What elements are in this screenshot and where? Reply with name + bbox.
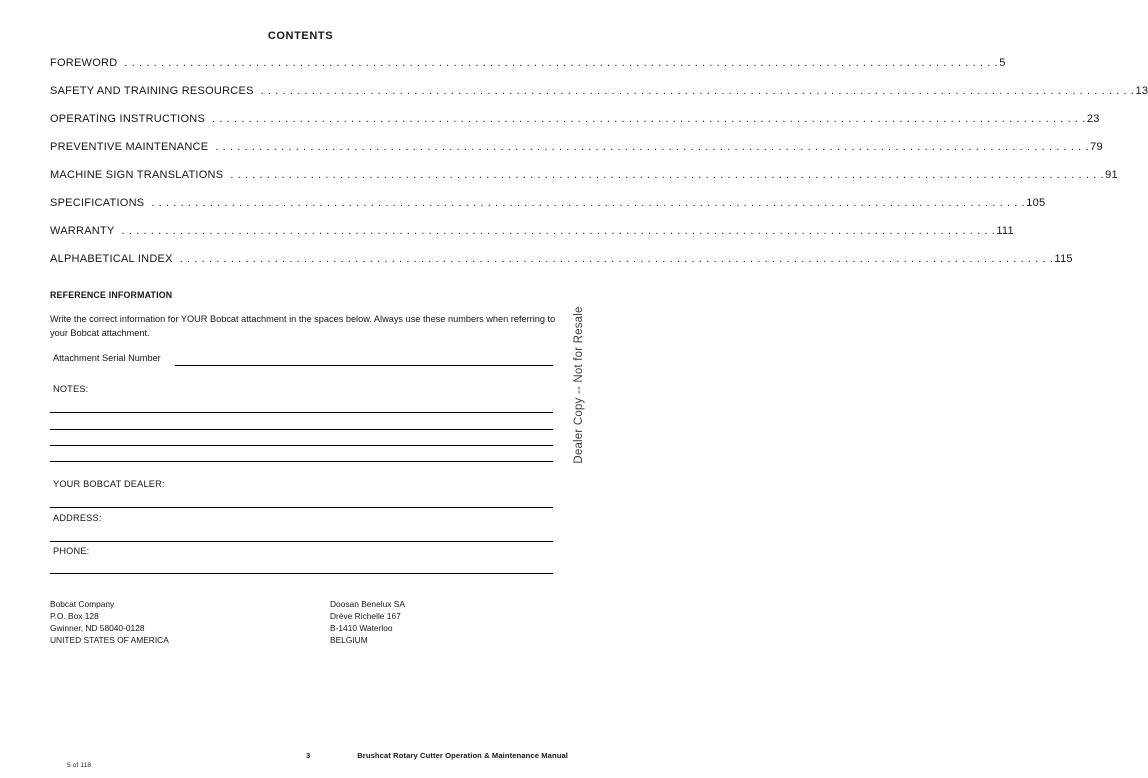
toc-leader-dots: . . . . . . . . . . . . . . . . . . . . . . . . . . . . . . . . . . . . . . . . . . . . . . . . . . . . . . . . . . . . . . . . . . . . . . . . . . . . . . . . . . . . . . . . . . . . . . . . . . . . . . . . . . . . . . . . . . . . . . . .: [151, 197, 1026, 209]
toc-entry-index: [50, 245, 1073, 273]
page-title: CONTENTS: [267, 30, 334, 42]
toc-entry-operating: [50, 105, 1100, 133]
address-line: P.O. Box 128: [50, 611, 99, 621]
address-line: B-1410 Waterloo: [330, 623, 393, 633]
address-line: UNITED STATES OF AMERICA: [50, 635, 169, 645]
address-label: ADDRESS:: [53, 513, 102, 523]
footer-sheet-counter: 5 of 118: [67, 762, 92, 769]
toc-entry-maintenance: [50, 133, 1103, 161]
toc-entry-sign-translations: [50, 161, 1118, 189]
toc-leader-dots: . . . . . . . . . . . . . . . . . . . . . . . . . . . . . . . . . . . . . . . . . . . . . . . . . . . . . . . . . . . . . . . . . . . . . . . . . . . . . . . . . . . . . . . . . . . . . . . . . . . . . . . . . . . . . . . . . . . . . . . .: [230, 169, 1105, 181]
toc-entry-label: SPECIFICATIONS: [50, 197, 145, 209]
publisher-address-eu: [330, 598, 405, 646]
toc-entry-page: 23: [1086, 113, 1100, 125]
notes-blank-line: [50, 412, 553, 413]
serial-number-row: [53, 352, 553, 366]
toc-leader-dots: . . . . . . . . . . . . . . . . . . . . . . . . . . . . . . . . . . . . . . . . . . . . . . . . . . . . . . . . . . . . . . . . . . . . . . . . . . . . . . . . . . . . . . . . . . . . . . . . . . . . . . . . . . . . . . . . . . . . . . . .: [179, 253, 1054, 265]
toc-entry-label: WARRANTY: [50, 225, 115, 237]
reference-information-heading: REFERENCE INFORMATION: [50, 290, 173, 300]
toc-entry-page: 91: [1105, 169, 1118, 181]
toc-entry-specifications: [50, 189, 1046, 217]
dealer-copy-watermark: Dealer Copy -- Not for Resale: [573, 306, 585, 464]
toc-entry-foreword: [50, 49, 1006, 77]
address-line: Drève Richelle 167: [330, 611, 401, 621]
footer-page-number: 3: [306, 751, 311, 760]
toc-entry-safety: [50, 77, 1148, 105]
address-line: BELGIUM: [330, 635, 368, 645]
toc-leader-dots: . . . . . . . . . . . . . . . . . . . . . . . . . . . . . . . . . . . . . . . . . . . . . . . . . . . . . . . . . . . . . . . . . . . . . . . . . . . . . . . . . . . . . . . . . . . . . . . . . . . . . . . . . . . . . . . . . . . . . . . .: [215, 141, 1090, 153]
toc-leader-dots: . . . . . . . . . . . . . . . . . . . . . . . . . . . . . . . . . . . . . . . . . . . . . . . . . . . . . . . . . . . . . . . . . . . . . . . . . . . . . . . . . . . . . . . . . . . . . . . . . . . . . . . . . . . . . . . . . . . . . . . .: [124, 57, 999, 69]
toc-entry-page: 5: [999, 57, 1006, 69]
toc-entry-page: 105: [1026, 197, 1046, 209]
toc-entry-label: FOREWORD: [50, 57, 118, 69]
toc-entry-page: 13: [1135, 85, 1148, 97]
publisher-address-us: [50, 598, 169, 646]
toc-leader-dots: . . . . . . . . . . . . . . . . . . . . . . . . . . . . . . . . . . . . . . . . . . . . . . . . . . . . . . . . . . . . . . . . . . . . . . . . . . . . . . . . . . . . . . . . . . . . . . . . . . . . . . . . . . . . . . . . . . . . . . . .: [121, 225, 996, 237]
notes-blank-line: [50, 461, 553, 462]
dealer-label: YOUR BOBCAT DEALER:: [53, 479, 165, 489]
address-blank-line: [50, 541, 553, 542]
phone-blank-line: [50, 573, 553, 574]
toc-entry-label: OPERATING INSTRUCTIONS: [50, 113, 206, 125]
notes-label: NOTES:: [53, 384, 89, 394]
toc-leader-dots: . . . . . . . . . . . . . . . . . . . . . . . . . . . . . . . . . . . . . . . . . . . . . . . . . . . . . . . . . . . . . . . . . . . . . . . . . . . . . . . . . . . . . . . . . . . . . . . . . . . . . . . . . . . . . . . . . . . . . . . .: [212, 113, 1086, 125]
toc-entry-page: 111: [996, 225, 1014, 237]
toc-leader-dots: . . . . . . . . . . . . . . . . . . . . . . . . . . . . . . . . . . . . . . . . . . . . . . . . . . . . . . . . . . . . . . . . . . . . . . . . . . . . . . . . . . . . . . . . . . . . . . . . . . . . . . . . . . . . . . . . . . . . . . . .: [260, 85, 1135, 97]
footer-manual-title: Brushcat Rotary Cutter Operation & Maintenance Manual: [357, 751, 568, 760]
notes-blank-line: [50, 445, 553, 446]
reference-information-body: Write the correct information for YOUR Bobcat attachment in the spaces below. Always use these numbers when referring to your Bobcat attachment.: [50, 314, 556, 338]
address-line: Gwinner, ND 58040-0128: [50, 623, 145, 633]
serial-number-label: Attachment Serial Number: [53, 353, 161, 363]
dealer-blank-line: [50, 507, 553, 508]
notes-blank-line: [50, 429, 553, 430]
toc-entry-page: 79: [1090, 141, 1103, 153]
toc-entry-warranty: [50, 217, 1014, 245]
toc-entry-label: ALPHABETICAL INDEX: [50, 253, 173, 265]
toc-entry-page: 115: [1054, 253, 1073, 265]
toc-entry-label: PREVENTIVE MAINTENANCE: [50, 141, 209, 153]
toc-entry-label: SAFETY AND TRAINING RESOURCES: [50, 85, 254, 97]
serial-number-blank-line: [175, 353, 553, 366]
address-line: Bobcat Company: [50, 599, 115, 609]
table-of-contents: [50, 49, 1148, 273]
address-line: Doosan Benelux SA: [330, 599, 405, 609]
phone-label: PHONE:: [53, 546, 90, 556]
toc-entry-label: MACHINE SIGN TRANSLATIONS: [50, 169, 224, 181]
